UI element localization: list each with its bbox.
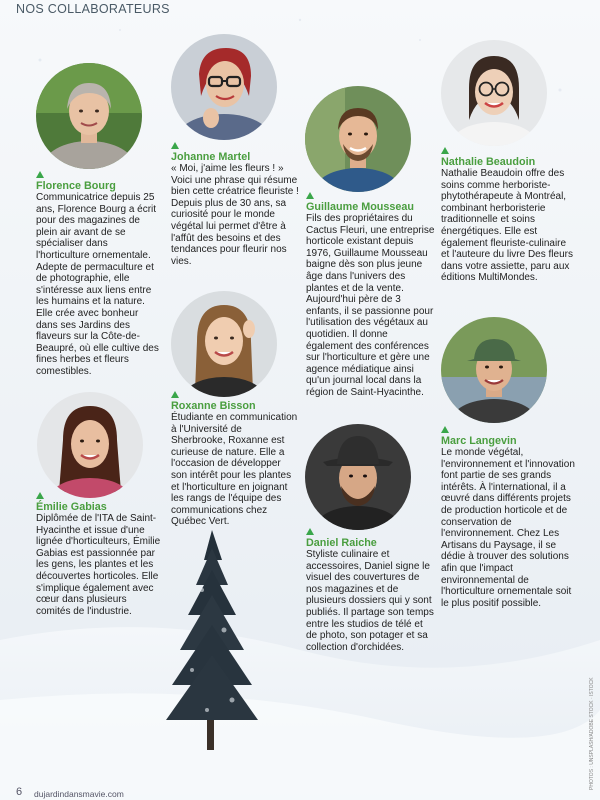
- collaborator-name: Marc Langevin: [441, 435, 517, 447]
- collaborator-name: Florence Bourg: [36, 180, 116, 192]
- avatar-guillaume-mousseau: [305, 86, 411, 192]
- collaborator-name: Émilie Gabias: [36, 501, 107, 513]
- photo-credit: PHOTOS : UNSPLASH/ADOBE STOCK · ISTOCK: [589, 677, 595, 790]
- collaborator-bio: « Moi, j'aime les fleurs ! » Voici une phrase qui résume bien cette créatrice fleuriste ! Depuis plus de 30 ans, sa curiosité pour le monde végétal lui permet d'être à l'affût des besoins et des tendances pour fleurir nos vies.: [171, 163, 299, 267]
- bio-marc-langevin: [441, 426, 576, 609]
- collaborator-name: Johanne Martel: [171, 151, 251, 163]
- collaborator-bio: Styliste culinaire et accessoires, Daniel signe le visuel des couvertures de nos magazines et de plusieurs dossiers qui y sont publiés. Il partage son temps entre les studios de télé et de photo, son potager et sa collection d'orchidées.: [306, 549, 434, 653]
- triangle-marker-icon: [171, 391, 179, 398]
- collaborator-bio: Diplômée de l'ITA de Saint-Hyacinthe et issue d'une lignée d'horticulteurs, Émilie Gabias est passionnée par les gens, les plantes et les découvertes horticoles. Elle s'implique également avec cœur dans plusieurs comités de l'industrie.: [36, 513, 161, 617]
- bio-daniel-raiche: [306, 528, 436, 653]
- collaborator-bio: Nathalie Beaudoin offre des soins comme herboriste-phytothérapeute à Montréal, combinant herboristerie traditionnelle et soins énergétiques. Elle est également fleuriste-culinaire et l'auteure du livre Des fleurs dans votre assiette, paru aux éditions MultiMondes.: [441, 168, 573, 284]
- triangle-marker-icon: [306, 528, 314, 535]
- bio-johanne-martel: [171, 142, 299, 267]
- collaborator-bio: Étudiante en communication à l'Université de Sherbrooke, Roxanne est curieuse de nature. Elle a l'occasion de développer son intérêt pour les plantes et l'horticulture en joignant les rangs de l'équipe des communications chez Québec Vert.: [171, 412, 298, 528]
- collaborator-name: Daniel Raiche: [306, 537, 377, 549]
- pine-tree-illustration: [152, 530, 272, 760]
- triangle-marker-icon: [171, 142, 179, 149]
- bio-roxanne-bisson: [171, 391, 299, 528]
- triangle-marker-icon: [36, 492, 44, 499]
- triangle-marker-icon: [306, 192, 314, 199]
- page-number: 6: [16, 786, 23, 798]
- bio-nathalie-beaudoin: [441, 147, 573, 284]
- collaborator-name: Guillaume Mousseau: [306, 201, 414, 213]
- collaborator-name: Roxanne Bisson: [171, 400, 256, 412]
- avatar-johanne-martel: [171, 34, 277, 140]
- bio-florence-bourg: [36, 171, 161, 378]
- collaborator-name: Nathalie Beaudoin: [441, 156, 536, 168]
- avatar-florence-bourg: [36, 63, 142, 169]
- triangle-marker-icon: [441, 426, 449, 433]
- collaborator-bio: Communicatrice depuis 25 ans, Florence Bourg a écrit pour des magazines de plein air avant de se spécialiser dans l'horticulture ornementale. Adepte de permaculture et de photographie, elle s'intéresse aux liens entre les humains et la nature. Elle crée avec bonheur dans ses Jardins des flaveurs sur la Côte-de-Beaupré, où elle cultive des fines herbes et fleurs comestibles.: [36, 192, 159, 377]
- bio-emilie-gabias: [36, 492, 161, 617]
- avatar-roxanne-bisson: [171, 291, 277, 397]
- avatar-emilie-gabias: [37, 392, 143, 498]
- bio-guillaume-mousseau: [306, 192, 436, 399]
- avatar-marc-langevin: [441, 317, 547, 423]
- collaborator-bio: Le monde végétal, l'environnement et l'innovation font partie de ses grands intérêts. À l'international, il a œuvré dans différents projets de production horticole et de conservation de l'environnement. Chez Les Artisans du Paysage, il se dédie à trouver des solutions afin que l'impact environnemental de l'horticulture ornementale soit le plus positif possible.: [441, 447, 575, 609]
- triangle-marker-icon: [441, 147, 449, 154]
- section-title: NOS COLLABORATEURS: [16, 2, 170, 16]
- website-link[interactable]: dujardindansmavie.com: [34, 789, 124, 799]
- triangle-marker-icon: [36, 171, 44, 178]
- avatar-daniel-raiche: [305, 424, 411, 530]
- collaborator-bio: Fils des propriétaires du Cactus Fleuri, une entreprise horticole existant depuis 1976, Guillaume Mousseau baigne dès son plus jeune âge dans l'univers des plantes et de la vente. Aujourd'hui père de 3 enfants, il se passionne pour l'utilisation des végétaux au quotidien. Il donne également des conférences sur l'horticulture et gère une agence médiatique ainsi qu'un journal local dans la région de Saint-Hyacinthe.: [306, 213, 435, 398]
- avatar-nathalie-beaudoin: [441, 40, 547, 146]
